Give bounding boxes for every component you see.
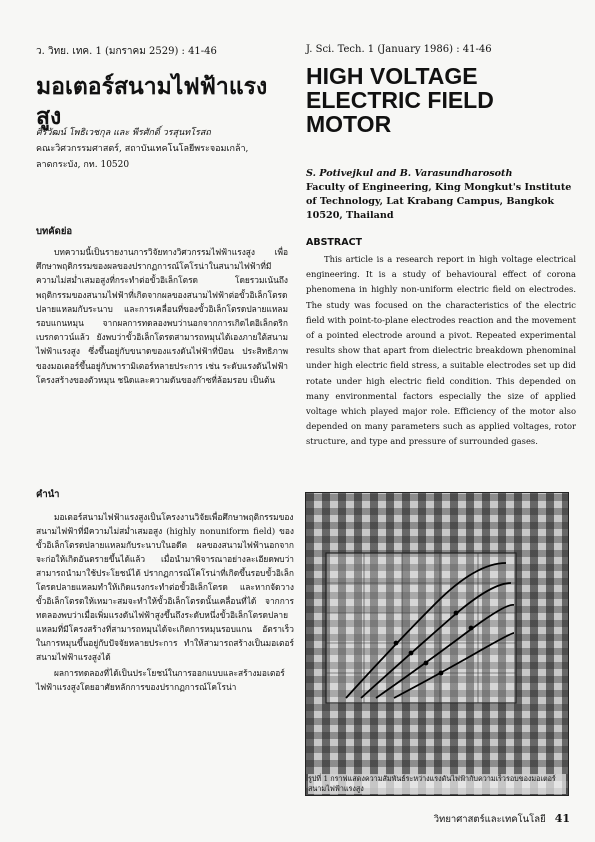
introduction bbox=[36, 487, 294, 694]
title-en: HIGH VOLTAGE ELECTRIC FIELD MOTOR bbox=[306, 63, 494, 137]
affiliation-th: คณะวิศวกรรมศาสตร์, สถาบันเทคโนโลยีพระจอมเกล้า, ลาดกระบัง, กท. 10520 bbox=[36, 144, 249, 170]
page-footer bbox=[420, 812, 570, 827]
page-number: 41 bbox=[554, 812, 570, 825]
title-th: มอเตอร์สนามไฟฟ้าแรงสูง bbox=[36, 74, 268, 130]
affiliation-en: Faculty of Engineering, King Mongkut's Institute of Technology, Lat Krabang Campus, Bangkok 10520, Thailand bbox=[306, 182, 572, 221]
author-block-en bbox=[306, 167, 576, 223]
journal-header-th: ว. วิทย. เทค. 1 (มกราคม 2529) : 41-46 bbox=[36, 46, 217, 57]
figure-photo bbox=[305, 492, 569, 796]
abstract-th bbox=[36, 224, 288, 387]
intro-heading: คำนำ bbox=[36, 489, 60, 500]
abstract-en bbox=[306, 237, 576, 450]
authors-th: ศิริวัฒน์ โพธิเวชกุล และ พีรศักดิ์ วรสุนทโรสถ bbox=[36, 128, 211, 138]
abstract-th-text: บทความนี้เป็นรายงานการวิจัยทางวิศวกรรมไฟฟ้าแรงสูง เพื่อศึกษาพฤติกรรมของผลของปรากฏการณ์โคโรน่าในสนามไฟฟ้าที่มีความไม่สม่ำเสมอสูงที่กระทำต่อขั้วอิเล็กโตรด โดยรวมเน้นถึงพฤติกรรมของสนามไฟฟ้าที่เกิดจากผลของสนามไฟฟ้าต่อขั้วอิเล็กโตรดปลายแหลมกับระนาบ และการเคลื่อนที่ของขั้วอิเล็กโตรดปลายแหลมรอบแกนหมุน จากผลการทดลองพบว่านอกจากการเกิดไดอิเล็กตริกเบรกดาวน์แล้ว ยังพบว่าขั้วอิเล็กโตรดสามารถหมุนได้เองภายใต้สนามไฟฟ้าแรงสูง ซึ่งขึ้นอยู่กับขนาดของแรงดันไฟฟ้าที่ป้อน ประสิทธิภาพของมอเตอร์ขึ้นอยู่กับพารามิเตอร์หลายประการ เช่น ระดับแรงดันไฟฟ้า โครงสร้างของตัวหมุน ชนิดและความดันของก๊าซที่ล้อมรอบ เป็นต้น bbox=[36, 247, 288, 385]
abstract-th-heading: บทคัดย่อ bbox=[36, 226, 73, 237]
abstract-en-text: This article is a research report in high voltage electrical engineering. It is a study of behavioural effect of corona phenomena in highly non-uniform electric field on electrodes. The study was focused on the characteristics of the electric field with point-to-plane electrodes reaction and the movement of a pointed electrode around a pivot. Repeated experimental results show that apart from dielectric breakdown phenominal under high electric field stress, a suitable electrodes set up did rotate under high electric field condition. This depended on many environmental factors especially the size of applied voltage which played major role. Efficiency of the motor also depended on many parameters such as applied voltages, rotor structure, and type and pressure of surrounded gases. bbox=[306, 254, 576, 447]
author-block-th bbox=[36, 125, 291, 173]
abstract-en-heading: ABSTRACT bbox=[306, 237, 363, 248]
footer-journal-name: วิทยาศาสตร์และเทคโนโลยี bbox=[433, 814, 546, 825]
figure-caption: รูปที่ 1 กราฟแสดงความสัมพันธ์ระหว่างแรงดันไฟฟ้ากับความเร็วรอบของมอเตอร์สนามไฟฟ้าแรงสูง bbox=[308, 774, 566, 794]
authors-en: S. Potivejkul and B. Varasundharosoth bbox=[306, 168, 513, 179]
journal-header-en: J. Sci. Tech. 1 (January 1986) : 41-46 bbox=[306, 44, 492, 55]
figure-graph-overlay bbox=[306, 493, 568, 795]
intro-paragraph-1: มอเตอร์สนามไฟฟ้าแรงสูงเป็นโครงงานวิจัยเพื่อศึกษาพฤติกรรมของสนามไฟฟ้าที่มีความไม่สม่ำเสมอสูง (highly nonuniform field) ของขั้วอิเล็กโตรดปลายแหลมกับระนาบในอดีต ผลของสนามไฟฟ้านอกจากจะก่อให้เกิดอันตรายขึ้นได้แล้ว เมื่อนำมาพิจารณาอย่างละเอียดพบว่าสามารถนำมาใช้ประโยชน์ได้ ปรากฏการณ์โคโรน่าที่เกิดขึ้นรอบขั้วอิเล็กโตรดปลายแหลมทำให้เกิดแรงกระทำต่อขั้วอิเล็กโตรด และหากจัดวางขั้วอิเล็กโตรดให้เหมาะสมจะทำให้ขั้วอิเล็กโตรดนั้นเคลื่อนที่ได้ จากการทดลองพบว่าเมื่อเพิ่มแรงดันไฟฟ้าสูงขึ้นถึงระดับหนึ่งขั้วอิเล็กโตรดปลายแหลมที่มีโครงสร้างที่สามารถหมุนได้จะเกิดการหมุนรอบแกน อัตราเร็วในการหมุนขึ้นอยู่กับปัจจัยหลายประการ ทำให้สามารถสร้างเป็นมอเตอร์สนามไฟฟ้าแรงสูงได้ bbox=[36, 512, 294, 662]
intro-paragraph-2: ผลการทดลองที่ได้เป็นประโยชน์ในการออกแบบและสร้างมอเตอร์ไฟฟ้าแรงสูงโดยอาศัยหลักการของปรากฏการณ์โคโรน่า bbox=[36, 668, 285, 692]
